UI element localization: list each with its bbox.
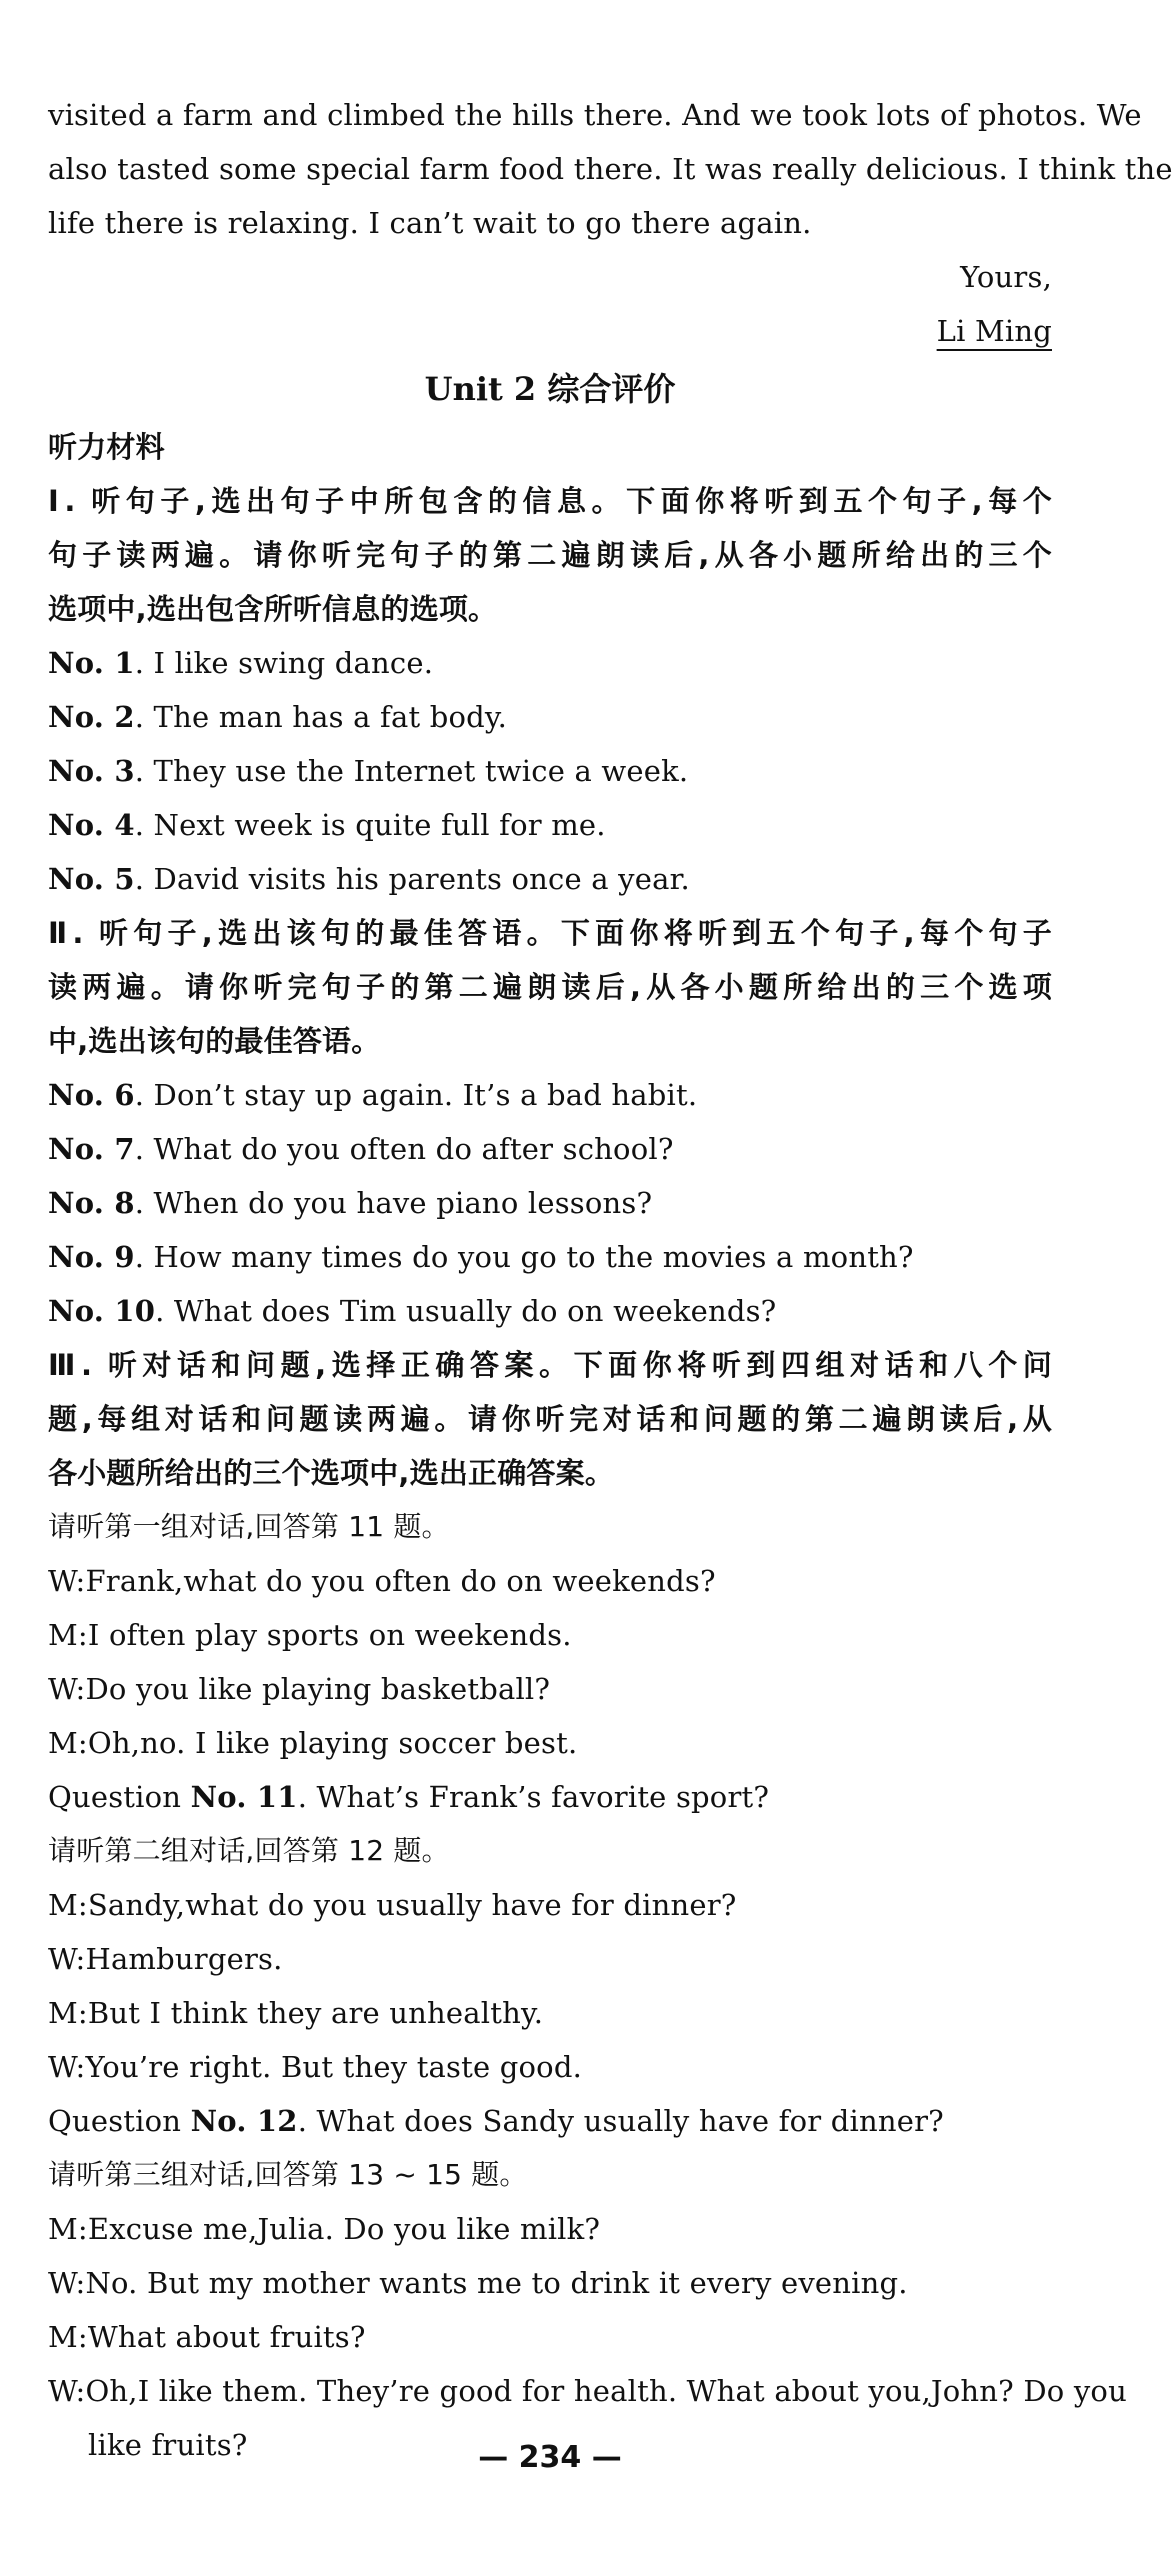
item-number: No. 6 [48,1078,135,1112]
dialog-line: W:Frank,what do you often do on weekends? [48,1564,716,1598]
list-item [48,744,1052,798]
part-3-instruction: 题,每组对话和问题读两遍。请你听完对话和问题的第二遍朗读后,从 [48,1402,1052,1436]
dialog-line: W:Hamburgers. [48,1942,283,1976]
letter-body [48,88,1173,358]
part-1-instruction: 选项中,选出包含所听信息的选项。 [48,592,498,626]
letter-line: life there is relaxing. I can’t wait to go there again. [48,206,812,240]
list-item [48,1176,1052,1230]
item-text: . I like swing dance. [134,646,434,680]
question-number: No. 11 [190,1780,298,1814]
item-text: . They use the Internet twice a week. [134,754,689,788]
item-number: No. 10 [48,1294,156,1328]
part-1 [48,474,1052,906]
question-text: . What’s Frank’s favorite sport? [297,1780,770,1814]
list-item [48,1284,1052,1338]
item-number: No. 8 [48,1186,135,1220]
signature-text: Li Ming [936,314,1052,348]
dialog-line: W:No. But my mother wants me to drink it every evening. [48,2266,908,2300]
item-number: No. 7 [48,1132,135,1166]
item-text: . What do you often do after school? [134,1132,674,1166]
item-number: No. 2 [48,700,135,734]
list-item [48,1122,1052,1176]
item-text: . Don’t stay up again. It’s a bad habit. [134,1078,698,1112]
dialog-line: M:What about fruits? [48,2320,366,2354]
item-text: . When do you have piano lessons? [134,1186,653,1220]
list-item [48,1068,1052,1122]
question-prefix: Question [48,1780,191,1814]
part-3-instruction: Ⅲ. 听对话和问题,选择正确答案。下面你将听到四组对话和八个问 [48,1348,1052,1382]
dialog-line: W:You’re right. But they taste good. [48,2050,583,2084]
list-item [48,690,1052,744]
part-1-instruction: Ⅰ. 听句子,选出句子中所包含的信息。下面你将听到五个句子,每个 [48,484,1052,518]
dialog-line: W:Do you like playing basketball? [48,1672,551,1706]
letter-closing: Yours, [960,260,1052,294]
page-content [48,88,1173,2472]
item-text: . What does Tim usually do on weekends? [155,1294,777,1328]
part-2 [48,906,1052,1338]
question-prefix: Question [48,2104,191,2138]
question-line [48,1770,1052,1824]
question-line [48,2094,1052,2148]
dialog-line: M:Sandy,what do you usually have for dinner? [48,1888,737,1922]
part-1-instruction: 句子读两遍。请你听完句子的第二遍朗读后,从各小题所给出的三个 [48,538,1052,572]
letter-line: also tasted some special farm food there. It was really delicious. I think the [48,152,1173,186]
part-2-instruction: 中,选出该句的最佳答语。 [48,1024,381,1058]
item-number: No. 9 [48,1240,135,1274]
question-text: . What does Sandy usually have for dinner? [297,2104,944,2138]
item-number: No. 4 [48,808,135,842]
list-item [48,852,1052,906]
item-number: No. 1 [48,646,135,680]
list-item [48,798,1052,852]
dialog-continuation: like fruits? [88,2428,248,2462]
part-3 [48,1338,1127,2472]
item-number: No. 5 [48,862,135,896]
dialog-line: W:Oh,I like them. They’re good for health. What about you,John? Do you [48,2374,1127,2408]
item-text: . The man has a fat body. [134,700,508,734]
list-item [48,1230,1052,1284]
item-text: . How many times do you go to the movies a month? [134,1240,914,1274]
letter-signature [48,304,1052,358]
dialog-line: M:I often play sports on weekends. [48,1618,572,1652]
section-title: 听力材料 [48,430,165,464]
page-number: — 234 — [478,2440,622,2475]
part-2-instruction: 读两遍。请你听完句子的第二遍朗读后,从各小题所给出的三个选项 [48,970,1052,1004]
part-2-instruction: Ⅱ. 听句子,选出该句的最佳答语。下面你将听到五个句子,每个句子 [48,916,1052,950]
group-prompt: 请听第三组对话,回答第 13 ~ 15 题。 [48,2158,528,2191]
item-text: . Next week is quite full for me. [134,808,606,842]
list-item [48,636,1052,690]
group-prompt: 请听第一组对话,回答第 11 题。 [48,1510,450,1543]
letter-line: visited a farm and climbed the hills there. And we took lots of photos. We [48,98,1142,132]
question-number: No. 12 [190,2104,298,2138]
dialog-line: M:But I think they are unhealthy. [48,1996,544,2030]
unit-title: Unit 2 综合评价 [424,370,676,408]
dialog-line: M:Excuse me,Julia. Do you like milk? [48,2212,601,2246]
item-number: No. 3 [48,754,135,788]
dialog-line: M:Oh,no. I like playing soccer best. [48,1726,578,1760]
part-3-instruction: 各小题所给出的三个选项中,选出正确答案。 [48,1456,615,1490]
item-text: . David visits his parents once a year. [134,862,690,896]
group-prompt: 请听第二组对话,回答第 12 题。 [48,1834,450,1867]
